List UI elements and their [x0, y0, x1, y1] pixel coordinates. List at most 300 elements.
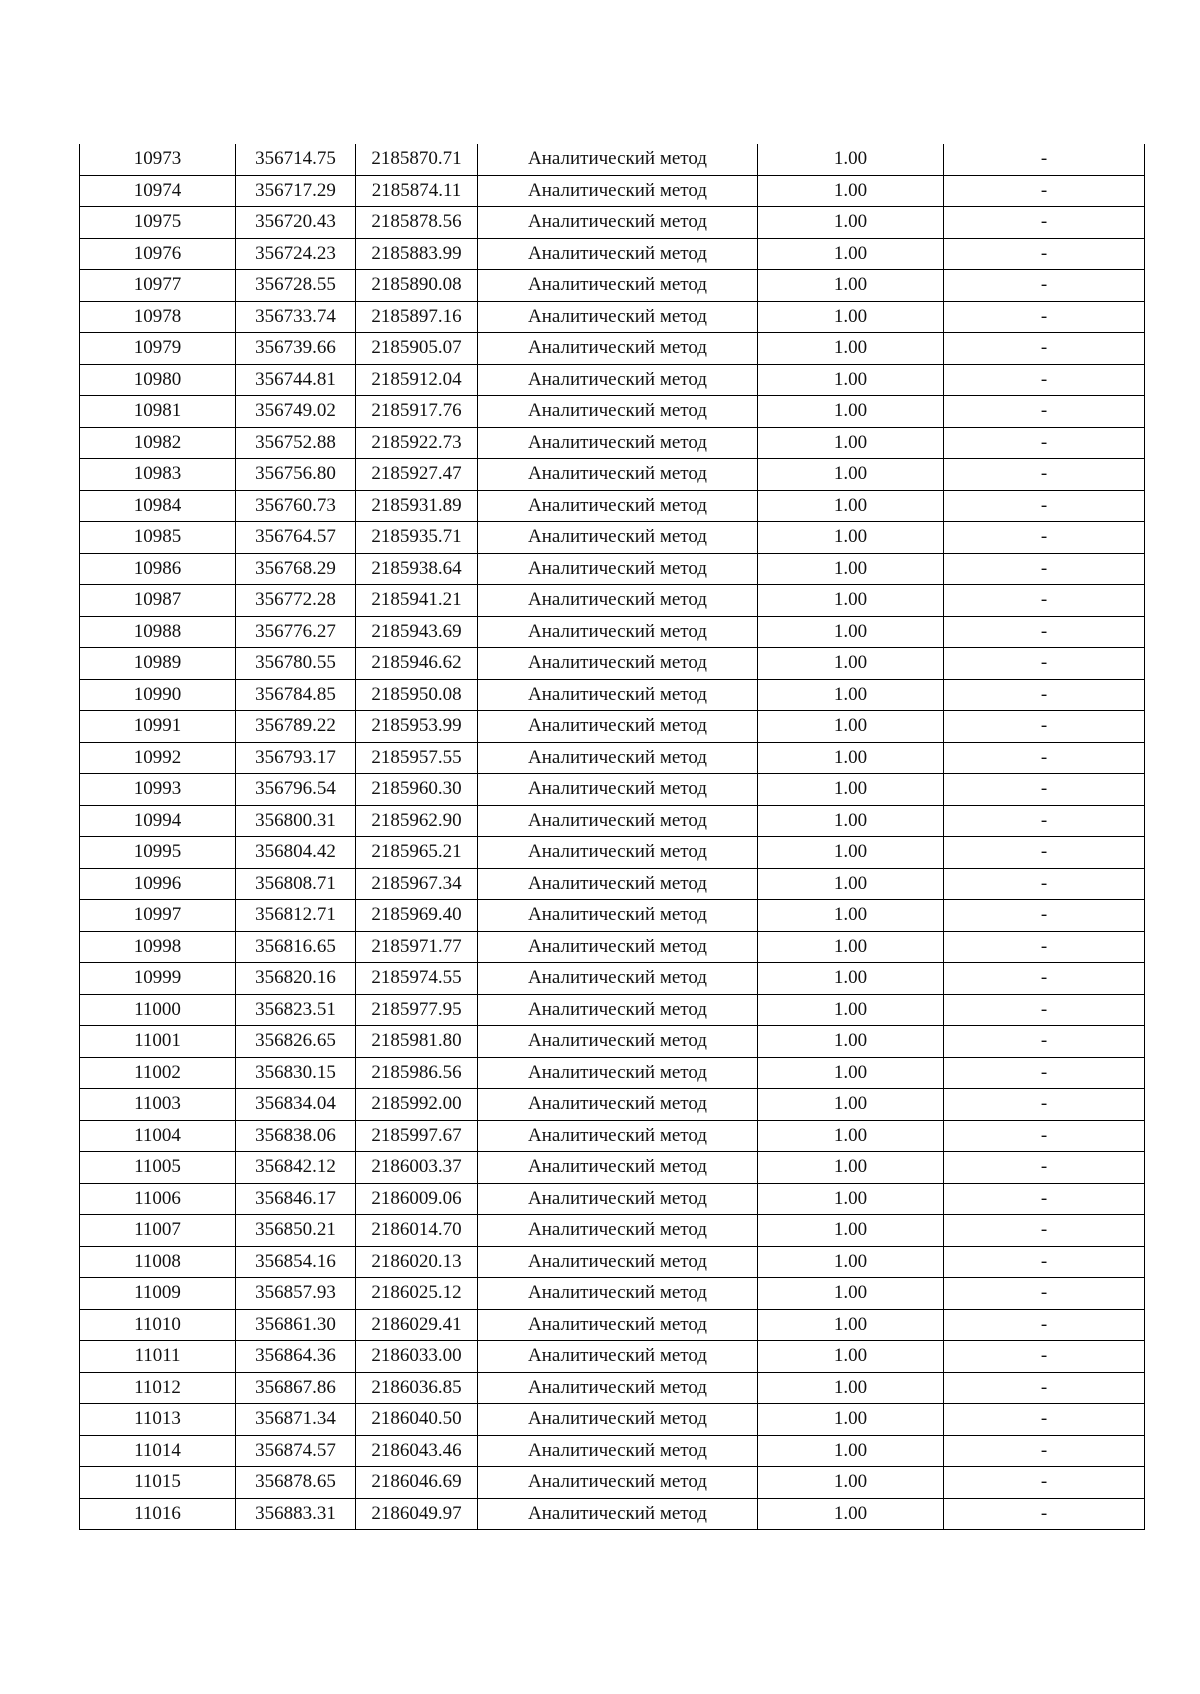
point-number-cell: 11008: [80, 1246, 236, 1278]
accuracy-cell: 1.00: [758, 931, 944, 963]
description-cell: -: [944, 1372, 1145, 1404]
y-coordinate-cell: 2185997.67: [356, 1120, 478, 1152]
method-cell: Аналитический метод: [478, 207, 758, 239]
method-cell: Аналитический метод: [478, 1372, 758, 1404]
point-number-cell: 11009: [80, 1278, 236, 1310]
x-coordinate-cell: 356812.71: [236, 900, 356, 932]
point-number-cell: 11016: [80, 1498, 236, 1530]
accuracy-cell: 1.00: [758, 396, 944, 428]
point-number-cell: 10978: [80, 301, 236, 333]
method-cell: Аналитический метод: [478, 301, 758, 333]
point-number-cell: 10989: [80, 648, 236, 680]
table-row: [80, 175, 1145, 207]
method-cell: Аналитический метод: [478, 1120, 758, 1152]
accuracy-cell: 1.00: [758, 1467, 944, 1499]
table-row: [80, 616, 1145, 648]
description-cell: -: [944, 364, 1145, 396]
method-cell: Аналитический метод: [478, 490, 758, 522]
table-row: [80, 1404, 1145, 1436]
table-row: [80, 1309, 1145, 1341]
point-number-cell: 10992: [80, 742, 236, 774]
x-coordinate-cell: 356714.75: [236, 144, 356, 175]
x-coordinate-cell: 356838.06: [236, 1120, 356, 1152]
method-cell: Аналитический метод: [478, 459, 758, 491]
x-coordinate-cell: 356867.86: [236, 1372, 356, 1404]
description-cell: -: [944, 1309, 1145, 1341]
x-coordinate-cell: 356760.73: [236, 490, 356, 522]
method-cell: Аналитический метод: [478, 805, 758, 837]
method-cell: Аналитический метод: [478, 522, 758, 554]
x-coordinate-cell: 356820.16: [236, 963, 356, 995]
point-number-cell: 10995: [80, 837, 236, 869]
method-cell: Аналитический метод: [478, 931, 758, 963]
point-number-cell: 11003: [80, 1089, 236, 1121]
method-cell: Аналитический метод: [478, 427, 758, 459]
x-coordinate-cell: 356772.28: [236, 585, 356, 617]
method-cell: Аналитический метод: [478, 364, 758, 396]
method-cell: Аналитический метод: [478, 238, 758, 270]
point-number-cell: 11013: [80, 1404, 236, 1436]
y-coordinate-cell: 2185931.89: [356, 490, 478, 522]
point-number-cell: 10976: [80, 238, 236, 270]
point-number-cell: 11002: [80, 1057, 236, 1089]
y-coordinate-cell: 2185967.34: [356, 868, 478, 900]
y-coordinate-cell: 2186033.00: [356, 1341, 478, 1373]
description-cell: -: [944, 270, 1145, 302]
description-cell: -: [944, 1026, 1145, 1058]
description-cell: -: [944, 1215, 1145, 1247]
point-number-cell: 11012: [80, 1372, 236, 1404]
x-coordinate-cell: 356780.55: [236, 648, 356, 680]
x-coordinate-cell: 356764.57: [236, 522, 356, 554]
table-row: [80, 301, 1145, 333]
x-coordinate-cell: 356878.65: [236, 1467, 356, 1499]
method-cell: Аналитический метод: [478, 1183, 758, 1215]
point-number-cell: 11006: [80, 1183, 236, 1215]
table-row: [80, 648, 1145, 680]
table-row: [80, 396, 1145, 428]
accuracy-cell: 1.00: [758, 270, 944, 302]
y-coordinate-cell: 2185946.62: [356, 648, 478, 680]
y-coordinate-cell: 2185878.56: [356, 207, 478, 239]
description-cell: -: [944, 868, 1145, 900]
y-coordinate-cell: 2185922.73: [356, 427, 478, 459]
description-cell: -: [944, 648, 1145, 680]
table-row: [80, 144, 1145, 175]
x-coordinate-cell: 356749.02: [236, 396, 356, 428]
accuracy-cell: 1.00: [758, 711, 944, 743]
point-number-cell: 10984: [80, 490, 236, 522]
method-cell: Аналитический метод: [478, 679, 758, 711]
y-coordinate-cell: 2185950.08: [356, 679, 478, 711]
table-row: [80, 1498, 1145, 1530]
accuracy-cell: 1.00: [758, 1435, 944, 1467]
description-cell: -: [944, 1246, 1145, 1278]
description-cell: -: [944, 1057, 1145, 1089]
method-cell: Аналитический метод: [478, 900, 758, 932]
point-number-cell: 11010: [80, 1309, 236, 1341]
x-coordinate-cell: 356854.16: [236, 1246, 356, 1278]
description-cell: -: [944, 679, 1145, 711]
x-coordinate-cell: 356834.04: [236, 1089, 356, 1121]
accuracy-cell: 1.00: [758, 963, 944, 995]
description-cell: -: [944, 238, 1145, 270]
description-cell: -: [944, 994, 1145, 1026]
y-coordinate-cell: 2185943.69: [356, 616, 478, 648]
table-row: [80, 1246, 1145, 1278]
table-row: [80, 963, 1145, 995]
point-number-cell: 11005: [80, 1152, 236, 1184]
method-cell: Аналитический метод: [478, 1057, 758, 1089]
point-number-cell: 10979: [80, 333, 236, 365]
table-row: [80, 1152, 1145, 1184]
x-coordinate-cell: 356826.65: [236, 1026, 356, 1058]
y-coordinate-cell: 2186036.85: [356, 1372, 478, 1404]
y-coordinate-cell: 2186046.69: [356, 1467, 478, 1499]
y-coordinate-cell: 2185992.00: [356, 1089, 478, 1121]
point-number-cell: 10987: [80, 585, 236, 617]
method-cell: Аналитический метод: [478, 270, 758, 302]
method-cell: Аналитический метод: [478, 1246, 758, 1278]
y-coordinate-cell: 2186040.50: [356, 1404, 478, 1436]
table-row: [80, 679, 1145, 711]
method-cell: Аналитический метод: [478, 1467, 758, 1499]
table-row: [80, 1215, 1145, 1247]
point-number-cell: 11001: [80, 1026, 236, 1058]
description-cell: -: [944, 963, 1145, 995]
description-cell: -: [944, 175, 1145, 207]
method-cell: Аналитический метод: [478, 616, 758, 648]
description-cell: -: [944, 1152, 1145, 1184]
x-coordinate-cell: 356842.12: [236, 1152, 356, 1184]
y-coordinate-cell: 2186043.46: [356, 1435, 478, 1467]
method-cell: Аналитический метод: [478, 1215, 758, 1247]
x-coordinate-cell: 356808.71: [236, 868, 356, 900]
method-cell: Аналитический метод: [478, 553, 758, 585]
table-row: [80, 742, 1145, 774]
accuracy-cell: 1.00: [758, 900, 944, 932]
table-row: [80, 1372, 1145, 1404]
description-cell: -: [944, 1341, 1145, 1373]
description-cell: -: [944, 144, 1145, 175]
point-number-cell: 10983: [80, 459, 236, 491]
x-coordinate-cell: 356816.65: [236, 931, 356, 963]
x-coordinate-cell: 356720.43: [236, 207, 356, 239]
y-coordinate-cell: 2185897.16: [356, 301, 478, 333]
accuracy-cell: 1.00: [758, 1183, 944, 1215]
accuracy-cell: 1.00: [758, 1278, 944, 1310]
coordinates-table: [79, 144, 1145, 1530]
x-coordinate-cell: 356733.74: [236, 301, 356, 333]
table-row: [80, 711, 1145, 743]
accuracy-cell: 1.00: [758, 837, 944, 869]
point-number-cell: 10981: [80, 396, 236, 428]
description-cell: -: [944, 490, 1145, 522]
accuracy-cell: 1.00: [758, 175, 944, 207]
description-cell: -: [944, 1120, 1145, 1152]
description-cell: -: [944, 837, 1145, 869]
table-row: [80, 1183, 1145, 1215]
method-cell: Аналитический метод: [478, 175, 758, 207]
y-coordinate-cell: 2185905.07: [356, 333, 478, 365]
table-row: [80, 1435, 1145, 1467]
x-coordinate-cell: 356756.80: [236, 459, 356, 491]
x-coordinate-cell: 356883.31: [236, 1498, 356, 1530]
point-number-cell: 11004: [80, 1120, 236, 1152]
point-number-cell: 10990: [80, 679, 236, 711]
method-cell: Аналитический метод: [478, 1278, 758, 1310]
accuracy-cell: 1.00: [758, 774, 944, 806]
y-coordinate-cell: 2185971.77: [356, 931, 478, 963]
y-coordinate-cell: 2185912.04: [356, 364, 478, 396]
description-cell: -: [944, 1404, 1145, 1436]
accuracy-cell: 1.00: [758, 585, 944, 617]
y-coordinate-cell: 2185927.47: [356, 459, 478, 491]
x-coordinate-cell: 356804.42: [236, 837, 356, 869]
y-coordinate-cell: 2186003.37: [356, 1152, 478, 1184]
description-cell: -: [944, 396, 1145, 428]
point-number-cell: 10985: [80, 522, 236, 554]
y-coordinate-cell: 2185883.99: [356, 238, 478, 270]
y-coordinate-cell: 2185957.55: [356, 742, 478, 774]
description-cell: -: [944, 931, 1145, 963]
table-row: [80, 238, 1145, 270]
table-row: [80, 1278, 1145, 1310]
x-coordinate-cell: 356752.88: [236, 427, 356, 459]
accuracy-cell: 1.00: [758, 868, 944, 900]
method-cell: Аналитический метод: [478, 963, 758, 995]
method-cell: Аналитический метод: [478, 1498, 758, 1530]
method-cell: Аналитический метод: [478, 1152, 758, 1184]
x-coordinate-cell: 356717.29: [236, 175, 356, 207]
point-number-cell: 10986: [80, 553, 236, 585]
description-cell: -: [944, 805, 1145, 837]
x-coordinate-cell: 356874.57: [236, 1435, 356, 1467]
table-row: [80, 585, 1145, 617]
y-coordinate-cell: 2185974.55: [356, 963, 478, 995]
y-coordinate-cell: 2185953.99: [356, 711, 478, 743]
y-coordinate-cell: 2185969.40: [356, 900, 478, 932]
accuracy-cell: 1.00: [758, 1246, 944, 1278]
x-coordinate-cell: 356793.17: [236, 742, 356, 774]
point-number-cell: 10982: [80, 427, 236, 459]
accuracy-cell: 1.00: [758, 333, 944, 365]
y-coordinate-cell: 2185917.76: [356, 396, 478, 428]
y-coordinate-cell: 2186029.41: [356, 1309, 478, 1341]
description-cell: -: [944, 1467, 1145, 1499]
point-number-cell: 11000: [80, 994, 236, 1026]
accuracy-cell: 1.00: [758, 805, 944, 837]
table-row: [80, 774, 1145, 806]
point-number-cell: 10988: [80, 616, 236, 648]
table-row: [80, 868, 1145, 900]
x-coordinate-cell: 356776.27: [236, 616, 356, 648]
accuracy-cell: 1.00: [758, 364, 944, 396]
method-cell: Аналитический метод: [478, 994, 758, 1026]
description-cell: -: [944, 333, 1145, 365]
table-row: [80, 805, 1145, 837]
method-cell: Аналитический метод: [478, 1089, 758, 1121]
point-number-cell: 10973: [80, 144, 236, 175]
description-cell: -: [944, 553, 1145, 585]
point-number-cell: 10980: [80, 364, 236, 396]
table-row: [80, 1089, 1145, 1121]
point-number-cell: 10974: [80, 175, 236, 207]
y-coordinate-cell: 2185941.21: [356, 585, 478, 617]
point-number-cell: 10997: [80, 900, 236, 932]
table-row: [80, 994, 1145, 1026]
table-row: [80, 490, 1145, 522]
method-cell: Аналитический метод: [478, 774, 758, 806]
method-cell: Аналитический метод: [478, 396, 758, 428]
accuracy-cell: 1.00: [758, 1372, 944, 1404]
x-coordinate-cell: 356846.17: [236, 1183, 356, 1215]
x-coordinate-cell: 356739.66: [236, 333, 356, 365]
y-coordinate-cell: 2186020.13: [356, 1246, 478, 1278]
accuracy-cell: 1.00: [758, 1152, 944, 1184]
accuracy-cell: 1.00: [758, 648, 944, 680]
accuracy-cell: 1.00: [758, 1026, 944, 1058]
point-number-cell: 11007: [80, 1215, 236, 1247]
accuracy-cell: 1.00: [758, 1215, 944, 1247]
y-coordinate-cell: 2186014.70: [356, 1215, 478, 1247]
accuracy-cell: 1.00: [758, 553, 944, 585]
table-row: [80, 1341, 1145, 1373]
description-cell: -: [944, 774, 1145, 806]
x-coordinate-cell: 356784.85: [236, 679, 356, 711]
accuracy-cell: 1.00: [758, 144, 944, 175]
table-row: [80, 270, 1145, 302]
table-row: [80, 553, 1145, 585]
description-cell: -: [944, 301, 1145, 333]
point-number-cell: 10998: [80, 931, 236, 963]
accuracy-cell: 1.00: [758, 238, 944, 270]
accuracy-cell: 1.00: [758, 1498, 944, 1530]
point-number-cell: 11014: [80, 1435, 236, 1467]
point-number-cell: 10991: [80, 711, 236, 743]
x-coordinate-cell: 356864.36: [236, 1341, 356, 1373]
y-coordinate-cell: 2186009.06: [356, 1183, 478, 1215]
point-number-cell: 10977: [80, 270, 236, 302]
table-row: [80, 900, 1145, 932]
accuracy-cell: 1.00: [758, 616, 944, 648]
method-cell: Аналитический метод: [478, 711, 758, 743]
y-coordinate-cell: 2186025.12: [356, 1278, 478, 1310]
y-coordinate-cell: 2185960.30: [356, 774, 478, 806]
table-row: [80, 207, 1145, 239]
accuracy-cell: 1.00: [758, 459, 944, 491]
method-cell: Аналитический метод: [478, 1404, 758, 1436]
point-number-cell: 10975: [80, 207, 236, 239]
table-row: [80, 1057, 1145, 1089]
x-coordinate-cell: 356800.31: [236, 805, 356, 837]
coordinates-table-body: [80, 144, 1145, 1530]
description-cell: -: [944, 711, 1145, 743]
x-coordinate-cell: 356830.15: [236, 1057, 356, 1089]
table-row: [80, 427, 1145, 459]
method-cell: Аналитический метод: [478, 1435, 758, 1467]
table-row: [80, 837, 1145, 869]
accuracy-cell: 1.00: [758, 1404, 944, 1436]
description-cell: -: [944, 585, 1145, 617]
method-cell: Аналитический метод: [478, 585, 758, 617]
accuracy-cell: 1.00: [758, 301, 944, 333]
method-cell: Аналитический метод: [478, 333, 758, 365]
description-cell: -: [944, 1278, 1145, 1310]
table-row: [80, 364, 1145, 396]
method-cell: Аналитический метод: [478, 648, 758, 680]
x-coordinate-cell: 356861.30: [236, 1309, 356, 1341]
description-cell: -: [944, 207, 1145, 239]
description-cell: -: [944, 742, 1145, 774]
x-coordinate-cell: 356796.54: [236, 774, 356, 806]
accuracy-cell: 1.00: [758, 522, 944, 554]
method-cell: Аналитический метод: [478, 1026, 758, 1058]
method-cell: Аналитический метод: [478, 1309, 758, 1341]
point-number-cell: 10993: [80, 774, 236, 806]
y-coordinate-cell: 2185938.64: [356, 553, 478, 585]
x-coordinate-cell: 356850.21: [236, 1215, 356, 1247]
accuracy-cell: 1.00: [758, 679, 944, 711]
method-cell: Аналитический метод: [478, 742, 758, 774]
y-coordinate-cell: 2185935.71: [356, 522, 478, 554]
point-number-cell: 10994: [80, 805, 236, 837]
accuracy-cell: 1.00: [758, 994, 944, 1026]
description-cell: -: [944, 1089, 1145, 1121]
y-coordinate-cell: 2186049.97: [356, 1498, 478, 1530]
accuracy-cell: 1.00: [758, 1341, 944, 1373]
accuracy-cell: 1.00: [758, 1057, 944, 1089]
y-coordinate-cell: 2185977.95: [356, 994, 478, 1026]
table-row: [80, 522, 1145, 554]
table-row: [80, 1467, 1145, 1499]
point-number-cell: 10996: [80, 868, 236, 900]
accuracy-cell: 1.00: [758, 1309, 944, 1341]
accuracy-cell: 1.00: [758, 1120, 944, 1152]
x-coordinate-cell: 356768.29: [236, 553, 356, 585]
accuracy-cell: 1.00: [758, 1089, 944, 1121]
accuracy-cell: 1.00: [758, 427, 944, 459]
y-coordinate-cell: 2185870.71: [356, 144, 478, 175]
method-cell: Аналитический метод: [478, 868, 758, 900]
description-cell: -: [944, 1183, 1145, 1215]
x-coordinate-cell: 356871.34: [236, 1404, 356, 1436]
description-cell: -: [944, 1498, 1145, 1530]
x-coordinate-cell: 356823.51: [236, 994, 356, 1026]
accuracy-cell: 1.00: [758, 207, 944, 239]
y-coordinate-cell: 2185874.11: [356, 175, 478, 207]
x-coordinate-cell: 356724.23: [236, 238, 356, 270]
method-cell: Аналитический метод: [478, 1341, 758, 1373]
x-coordinate-cell: 356744.81: [236, 364, 356, 396]
x-coordinate-cell: 356728.55: [236, 270, 356, 302]
accuracy-cell: 1.00: [758, 742, 944, 774]
y-coordinate-cell: 2185981.80: [356, 1026, 478, 1058]
accuracy-cell: 1.00: [758, 490, 944, 522]
x-coordinate-cell: 356857.93: [236, 1278, 356, 1310]
point-number-cell: 11015: [80, 1467, 236, 1499]
description-cell: -: [944, 459, 1145, 491]
y-coordinate-cell: 2185965.21: [356, 837, 478, 869]
table-row: [80, 333, 1145, 365]
table-row: [80, 1026, 1145, 1058]
table-row: [80, 1120, 1145, 1152]
x-coordinate-cell: 356789.22: [236, 711, 356, 743]
y-coordinate-cell: 2185962.90: [356, 805, 478, 837]
point-number-cell: 11011: [80, 1341, 236, 1373]
table-row: [80, 931, 1145, 963]
method-cell: Аналитический метод: [478, 144, 758, 175]
